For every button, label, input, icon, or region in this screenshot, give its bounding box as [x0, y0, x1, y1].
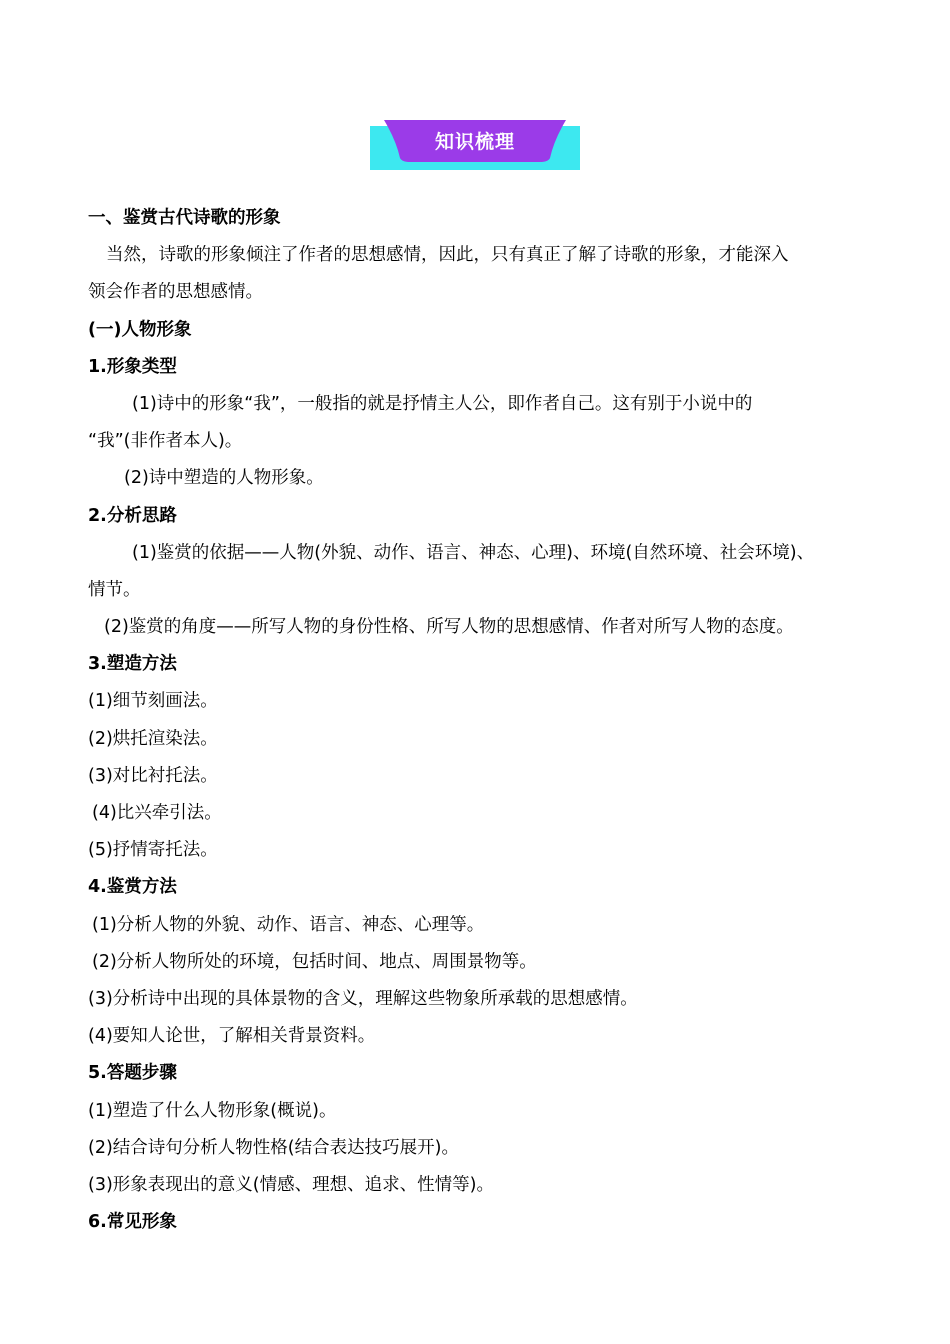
- section-heading: 3.塑造方法: [88, 654, 177, 675]
- section-heading: 2.分析思路: [88, 505, 177, 526]
- section-heading: 6.常见形象: [88, 1212, 177, 1233]
- paragraph-line: (3)分析诗中出现的具体景物的含义，理解这些物象所承载的思想感情。: [88, 988, 638, 1009]
- section-heading: 5.答题步骤: [88, 1063, 177, 1084]
- section-heading: 1.形象类型: [88, 356, 177, 377]
- paragraph-line: (2)烘托渲染法。: [88, 728, 218, 749]
- paragraph-line: (1)诗中的形象“我”，一般指的就是抒情主人公，即作者自己。这有别于小说中的: [132, 393, 753, 414]
- document-body: [88, 200, 878, 1241]
- banner-title: 知识梳理: [434, 130, 515, 153]
- paragraph-line: 领会作者的思想感情。: [88, 282, 263, 303]
- paragraph-line: (2)结合诗句分析人物性格(结合表达技巧展开)。: [88, 1137, 459, 1158]
- paragraph-line: (1)鉴赏的依据——人物(外貌、动作、语言、神态、心理)、环境(自然环境、社会环境)、: [132, 542, 815, 563]
- paragraph-line: “我”(非作者本人)。: [88, 431, 243, 452]
- section-heading: 一、鉴赏古代诗歌的形象: [88, 208, 281, 228]
- paragraph-line: (1)分析人物的外貌、动作、语言、神态、心理等。: [92, 914, 485, 935]
- paragraph-line: (2)诗中塑造的人物形象。: [124, 468, 324, 489]
- paragraph-line: (4)比兴牵引法。: [92, 803, 222, 823]
- paragraph-line: (2)分析人物所处的环境，包括时间、地点、周围景物等。: [92, 951, 537, 972]
- paragraph-line: (4)要知人论世，了解相关背景资料。: [88, 1026, 376, 1047]
- section-heading: 4.鉴赏方法: [88, 877, 177, 898]
- paragraph-line: (3)对比衬托法。: [88, 765, 218, 786]
- paragraph-line: (1)塑造了什么人物形象(概说)。: [88, 1100, 337, 1121]
- paragraph-line: 当然，诗歌的形象倾注了作者的思想感情，因此，只有真正了解了诗歌的形象，才能深入: [106, 245, 789, 266]
- section-heading: (一)人物形象: [88, 319, 192, 340]
- section-banner: [370, 120, 580, 170]
- paragraph-line: (3)形象表现出的意义(情感、理想、追求、性情等)。: [88, 1174, 494, 1195]
- paragraph-line: 情节。: [88, 579, 141, 600]
- paragraph-line: (5)抒情寄托法。: [88, 840, 218, 861]
- paragraph-line: (2)鉴赏的角度——所写人物的身份性格、所写人物的思想感情、作者对所写人物的态度。: [104, 617, 794, 638]
- paragraph-line: (1)细节刻画法。: [88, 691, 218, 712]
